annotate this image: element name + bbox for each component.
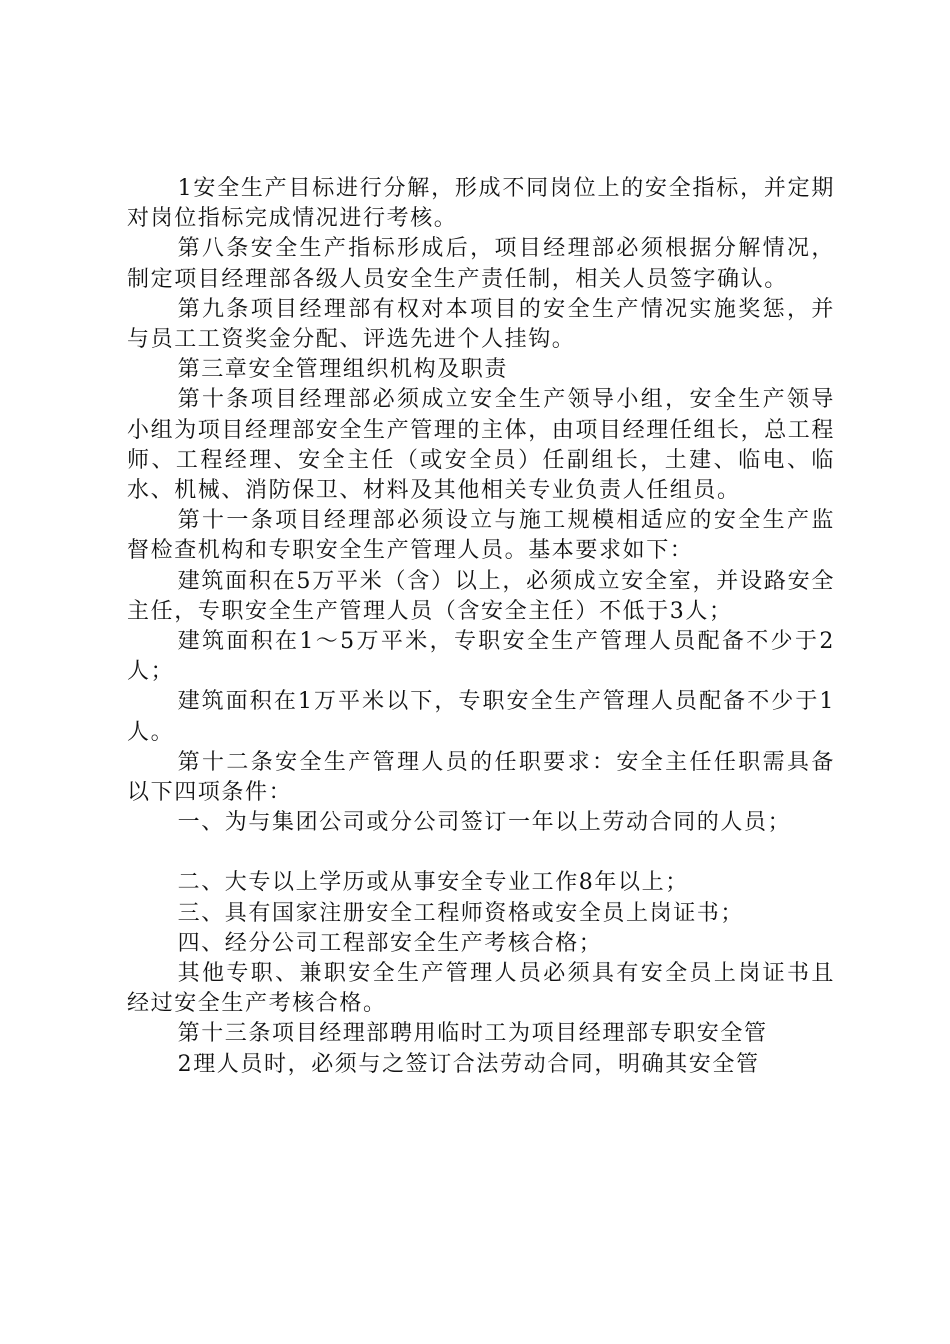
- document-body: [127, 174, 835, 1080]
- paragraph-other-staff: 其他专职、兼职安全生产管理人员必须具有安全员上岗证书且经过安全生产考核合格。: [127, 961, 835, 1017]
- paragraph-article-11: 第十一条项目经理部必须设立与施工规模相适应的安全生产监督检查机构和专职安全生产管理人员。基本要求如下：: [127, 508, 835, 564]
- paragraph-condition-1: 一、为与集团公司或分公司签订一年以上劳动合同的人员；: [177, 810, 792, 836]
- paragraph-area-1-to-5: 建筑面积在1～5万平米，专职安全生产管理人员配备不少于2人；: [127, 629, 835, 685]
- chapter-3-heading: 第三章安全管理组织机构及职责: [177, 357, 508, 383]
- paragraph-condition-4: 四、经分公司工程部安全生产考核合格；: [177, 930, 603, 956]
- paragraph-area-over-5: 建筑面积在5万平米（含）以上，必须成立安全室，并设路安全主任，专职安全生产管理人员（含安全主任）不低于3人；: [127, 568, 835, 624]
- paragraph-article-12: 第十二条安全生产管理人员的任职要求：安全主任任职需具备以下四项条件：: [127, 749, 835, 806]
- paragraph-article-13-cont: 2理人员时，必须与之签订合法劳动合同，明确其安全管: [177, 1051, 760, 1077]
- paragraph-1: 1安全生产目标进行分解，形成不同岗位上的安全指标，并定期对岗位指标完成情况进行考核。: [127, 176, 835, 232]
- paragraph-condition-2: 二、大专以上学历或从事安全专业工作8年以上；: [177, 870, 689, 896]
- paragraph-article-13: 第十三条项目经理部聘用临时工为项目经理部专职安全管: [177, 1021, 768, 1047]
- paragraph-article-8: 第八条安全生产指标形成后，项目经理部必须根据分解情况，制定项目经理部各级人员安全生产责任制，相关人员签字确认。: [127, 236, 835, 292]
- paragraph-area-under-1: 建筑面积在1万平米以下，专职安全生产管理人员配备不少于1人。: [127, 689, 835, 745]
- paragraph-article-9: 第九条项目经理部有权对本项目的安全生产情况实施奖惩，并与员工工资奖金分配、评选先进个人挂钩。: [127, 296, 835, 353]
- paragraph-condition-3: 三、具有国家注册安全工程师资格或安全员上岗证书；: [177, 900, 744, 926]
- paragraph-article-10: 第十条项目经理部必须成立安全生产领导小组，安全生产领导小组为项目经理部安全生产管理的主体，由项目经理任组长，总工程师、工程经理、安全主任（或安全员）任副组长，土建、临电、临水、机械、消防保卫、材料及其他相关专业负责人任组员。: [127, 387, 836, 504]
